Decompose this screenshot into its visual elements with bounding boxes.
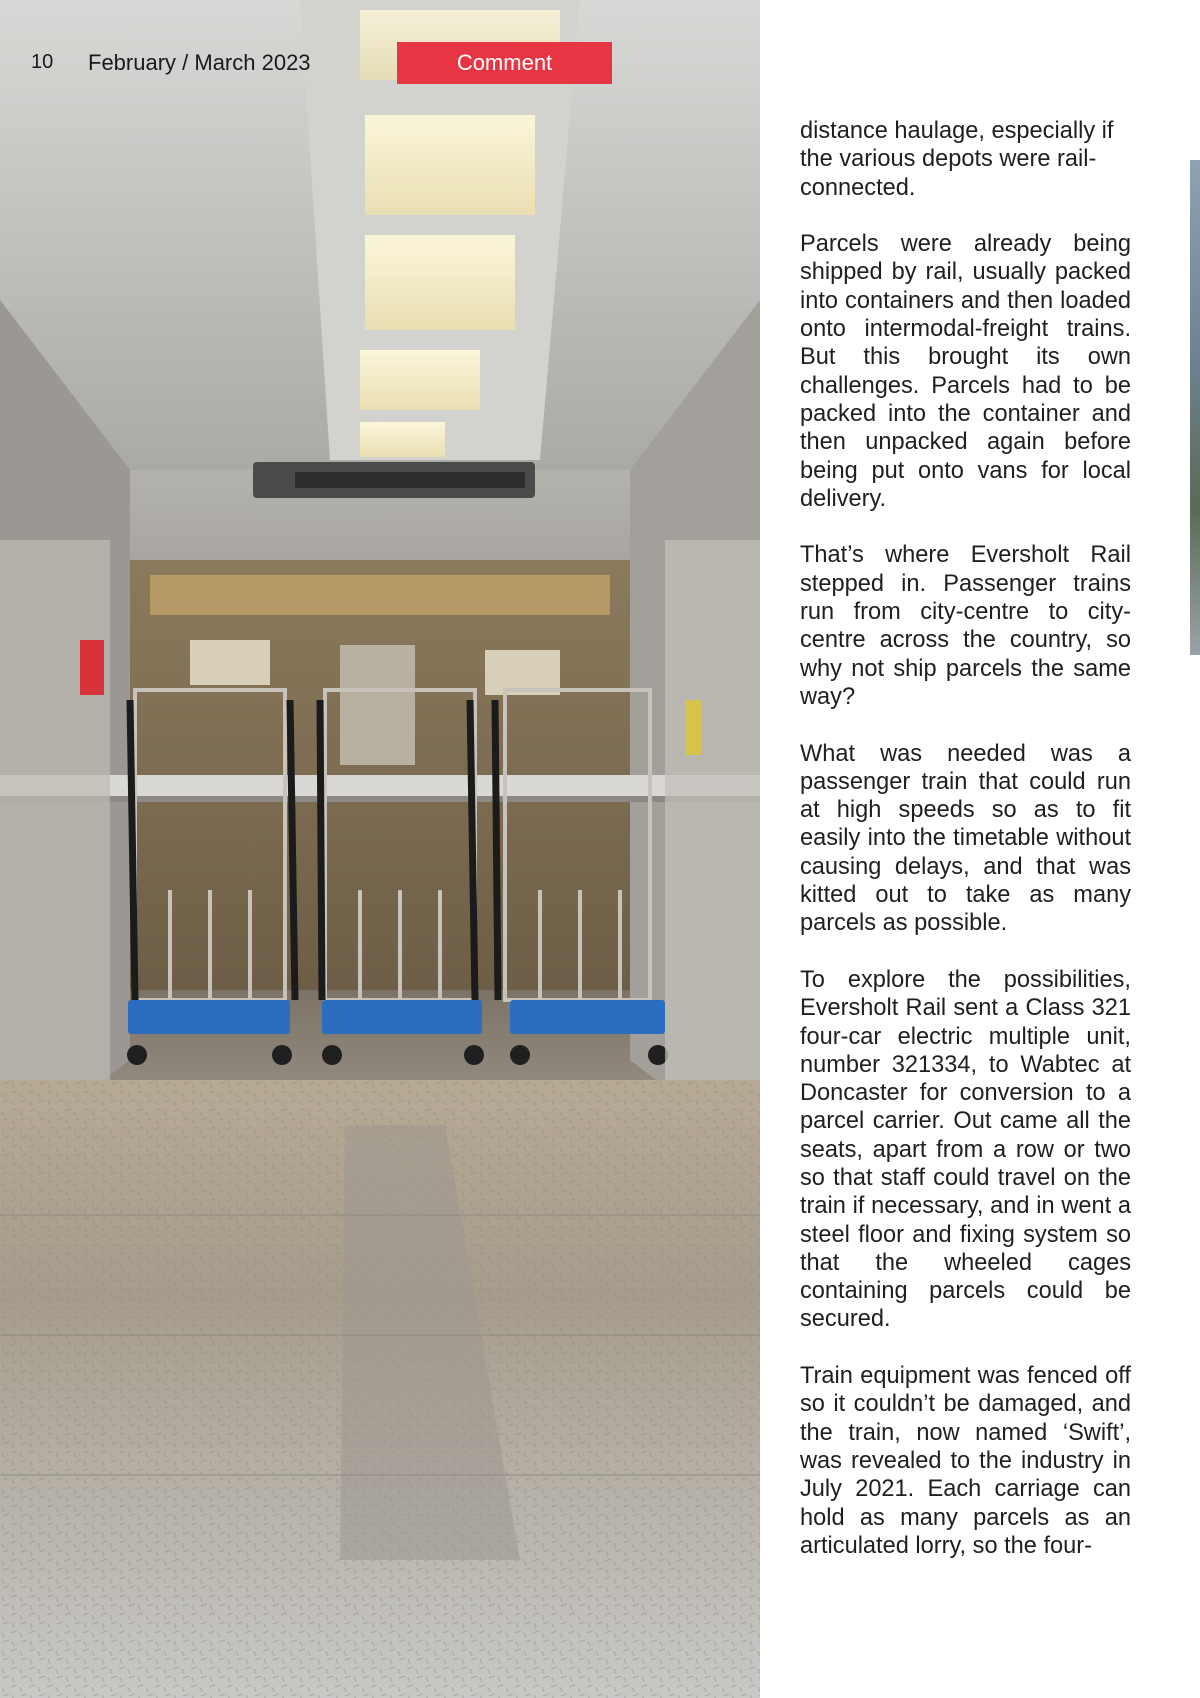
article-paragraph: Parcels were already being shipped by rail, usually packed into containers and then loaded onto intermodal-freight trains. But this brought its own challenges. Parcels had to be packed into the container and then unpacked again before being put onto vans for local delivery. bbox=[800, 231, 1131, 512]
article-paragraph: That’s where Eversholt Rail stepped in. Passenger trains run from city-centre to city-centre across the country, so why not ship parcels the same way? bbox=[800, 542, 1131, 710]
article-paragraph: What was needed was a passenger train that could run at high speeds so as to fit easily into the timetable without causing delays, and that was kitted out to take as many parcels as possible. bbox=[800, 740, 1131, 937]
article-paragraph: Train equipment was fenced off so it couldn’t be damaged, and the train, now named ‘Swift’, was revealed to the industry in July 2021. Each carriage can hold as many parcels as an articulated lorry, so the four- bbox=[800, 1363, 1131, 1559]
article-paragraph: To explore the possibilities, Eversholt Rail sent a Class 321 four-car electric multiple unit, number 321334, to Wabtec at Doncaster for conversion to a parcel carrier. Out came all the seats, apart from a row or two so that staff could travel on the train if necessary, and in went a steel floor and fixing system so that the wheeled cages containing parcels could be secured. bbox=[800, 966, 1131, 1333]
section-tag-label: Comment bbox=[456, 50, 553, 75]
article-body bbox=[800, 117, 1131, 1588]
article-paragraph: distance haulage, especially if the various depots were rail-connected. bbox=[800, 118, 1114, 201]
page-number: 10 bbox=[31, 51, 54, 73]
adjacent-photo-edge bbox=[1190, 160, 1200, 655]
section-tag bbox=[397, 42, 612, 84]
issue-date: February / March 2023 bbox=[88, 50, 311, 75]
